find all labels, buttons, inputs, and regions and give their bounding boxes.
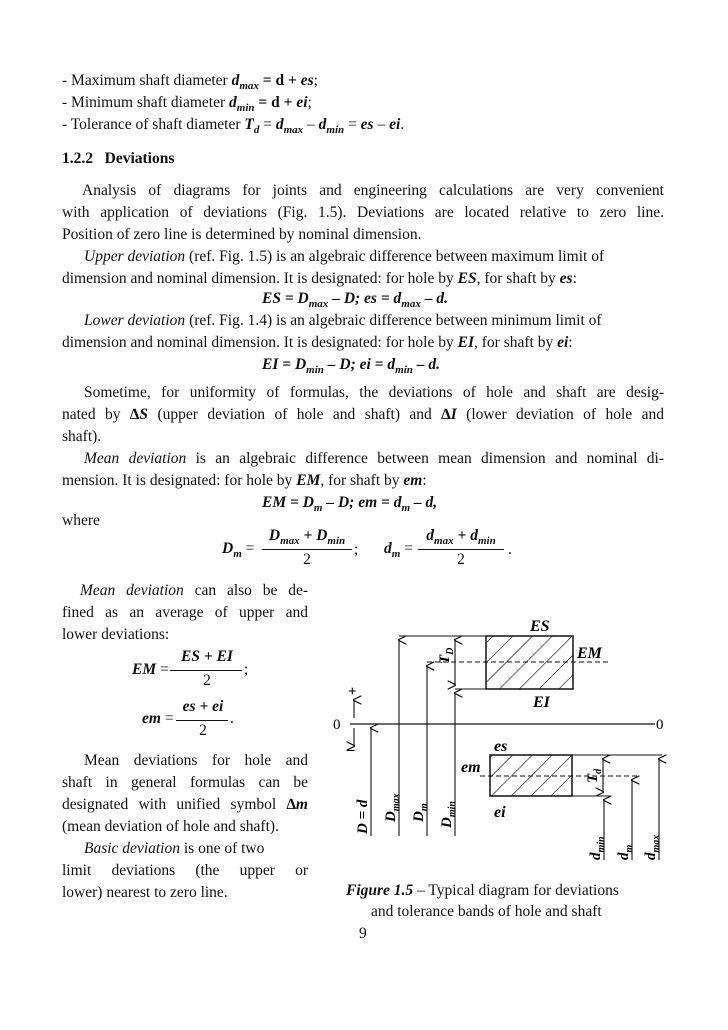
list-item-max-shaft: - Maximum shaft diameter $d_{max} = d$ + es; (62, 72, 318, 93)
paragraph-line: Sometime, for uniformity of formulas, the deviations of hole and shaft are desig- (84, 384, 664, 401)
svg-text:Dm: $D_m$ (411, 803, 430, 822)
svg-text:D = d: D = d (355, 799, 371, 834)
paragraph-line: fined as an average of upper and (62, 604, 308, 621)
paragraph-line: dimension and nominal dimension. It is designated: for hole by ES, for shaft by es: (62, 270, 577, 287)
paragraph-line: shaft in general formulas can be (62, 774, 308, 791)
svg-text:Td: $T_d$ (585, 768, 604, 783)
formula-dmlow-lhs: $d_m$ = (384, 540, 413, 561)
formula-dm-denominator: 2 (303, 551, 311, 568)
label-zero-left: 0 (333, 717, 341, 733)
formula-dm-numerator: $D_{max} + D_{min}$ (268, 527, 346, 548)
formula-dmlow-numerator: $d_{max} + d_{min}$ (426, 527, 496, 548)
formula-EM-numerator: ES + EI (181, 648, 233, 665)
label-minus: – (347, 742, 355, 758)
formula-EM-denominator: 2 (203, 672, 211, 689)
label-EM: EM (577, 645, 602, 662)
paragraph-line: lower) nearest to zero line. (62, 884, 228, 901)
label-D-eq-d (355, 799, 371, 835)
formula-em-lhs: em = (142, 710, 174, 727)
svg-text:TD: $T_D$ (437, 647, 456, 664)
formula-mean-deviation: EM = $D_m$ – D; em = $d_m$ – d, (262, 494, 438, 515)
formula-upper-deviation: ES = $D_{max}$ – D; es = $d_{max}$ – d. (262, 290, 448, 311)
paragraph-line: Analysis of diagrams for joints and engineering calculations are very convenient (82, 182, 664, 199)
page-number: 9 (359, 925, 367, 942)
formula-lower-deviation: EI = $D_{min}$ – D; ei = $d_{min}$ – d. (262, 356, 440, 377)
label-ES: ES (530, 618, 550, 635)
formula-dm-sep: ; (354, 541, 359, 558)
label-zero-right: 0 (656, 717, 664, 733)
paragraph-line: Lower deviation (ref. Fig. 1.4) is an algebraic difference between minimum limit of (84, 312, 602, 329)
paragraph-line: (mean deviation of hole and shaft). (62, 818, 279, 835)
label-plus: + (348, 684, 357, 700)
svg-text:Dmin: $D_{min}$ (439, 801, 458, 828)
formula-EM-lhs: EM = (132, 661, 169, 678)
formula-em-end: . (230, 710, 234, 727)
paragraph-line: Mean deviation can also be de- (80, 582, 308, 599)
label-es: es (494, 738, 508, 755)
where-label: where (62, 512, 100, 529)
formula-dm-lhs: $D_m$ = (222, 540, 255, 561)
paragraph-line: Position of zero line is determined by nominal dimension. (62, 226, 422, 243)
section-heading: 1.2.2 Deviations (62, 150, 175, 167)
label-Td (585, 768, 604, 783)
paragraph-line: Mean deviation is an algebraic difference between mean dimension and nominal di- (84, 450, 664, 467)
list-item-tolerance-shaft: - Tolerance of shaft diameter $T_d = d_{max} - d_{min}$ = es – ei. (62, 116, 405, 137)
list-item-min-shaft: - Minimum shaft diameter $d_{min} = d$ + ei; (62, 94, 312, 115)
svg-text:dm: $d_m$ (616, 844, 635, 860)
paragraph-line: nated by ∆S (upper deviation of hole and shaft) and ∆I (lower deviation of hole and (62, 406, 664, 423)
svg-text:dmin: $d_{min}$ (588, 836, 607, 860)
label-em: em (461, 759, 481, 776)
paragraph-line: limit deviations (the upper or (62, 862, 308, 879)
paragraph-line: Mean deviations for hole and (84, 752, 308, 769)
paragraph-line: dimension and nominal dimension. It is designated: for hole by EI, for shaft by ei: (62, 334, 573, 351)
paragraph-line: Basic deviation is one of two (84, 840, 265, 857)
svg-text:dmax: $d_{max}$ (643, 834, 662, 860)
paragraph-line: shaft). (62, 428, 102, 445)
paragraph-line: lower deviations: (62, 626, 170, 643)
formula-EM-end: ; (244, 661, 249, 678)
formula-dmlow-denominator: 2 (457, 551, 465, 568)
label-EI: EI (533, 694, 550, 711)
paragraph-line: with application of deviations (Fig. 1.5). Deviations are located relative to zero line. (62, 204, 664, 221)
formula-dmlow-end: . (508, 541, 512, 558)
paragraph-line: designated with unified symbol ∆m (62, 796, 308, 813)
figure-caption-line2: and tolerance bands of hole and shaft (371, 903, 602, 920)
formula-em-numerator: es + ei (182, 698, 224, 715)
paragraph-line: mension. It is designated: for hole by EM, for shaft by em: (62, 472, 427, 489)
svg-text:Dmax: $D_{max}$ (383, 793, 402, 822)
label-ei: ei (494, 804, 506, 821)
formula-em-denominator: 2 (199, 722, 207, 739)
figure-caption: Figure 1.5 – Typical diagram for deviations (346, 882, 619, 899)
paragraph-line: Upper deviation (ref. Fig. 1.5) is an algebraic difference between maximum limit of (84, 248, 605, 265)
